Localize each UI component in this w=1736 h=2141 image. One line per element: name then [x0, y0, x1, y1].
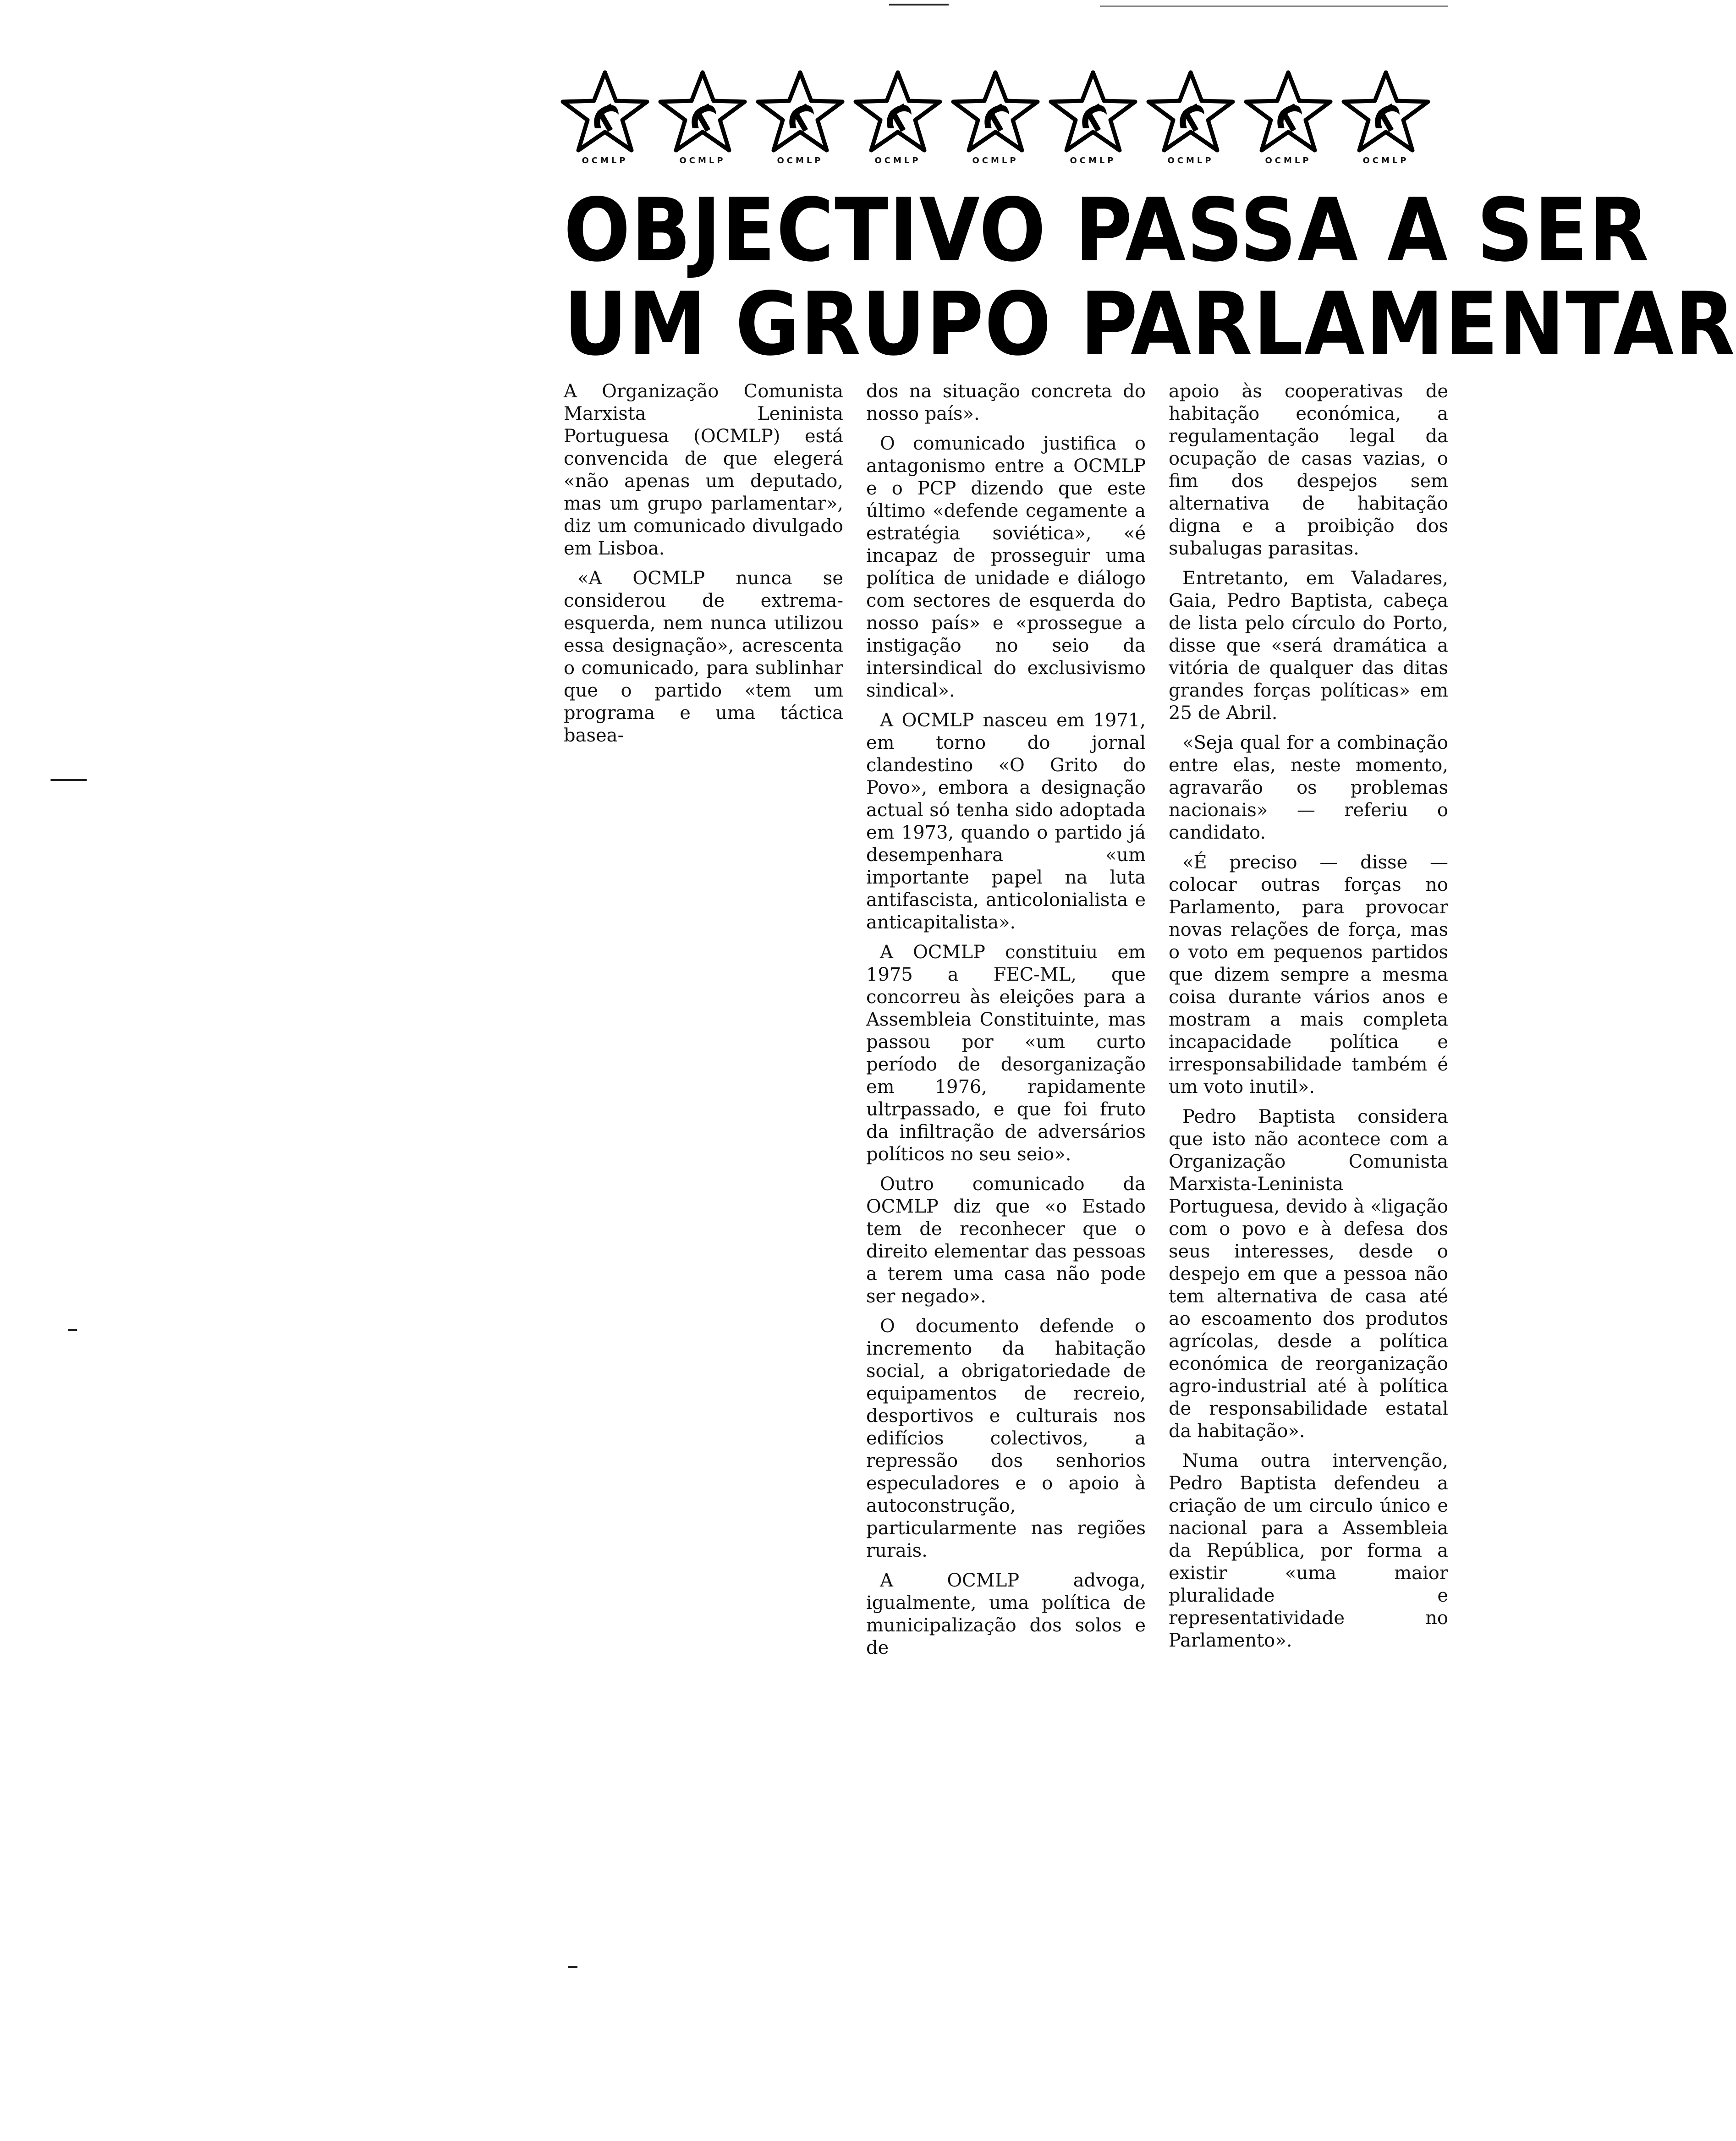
article-paragraph: A OCMLP nasceu em 1971, em torno do jornal clandestino «O Grito do Povo», embora a designação actual só tenha sido adoptada em 1973, quando o partido já desempenhara «um importante papel na luta antifascista, anticolonialista e anticapitalista».: [866, 710, 1146, 933]
logo-caption: OCMLP: [874, 156, 921, 165]
star-hammer-sickle-icon: [1242, 69, 1334, 154]
star-hammer-sickle-icon: [754, 69, 846, 154]
newspaper-clipping: [564, 69, 1736, 1658]
ocmlp-star-logo: [657, 69, 748, 170]
article-paragraph: A OCMLP constituiu em 1975 a FEC-ML, que concorreu às eleições para a Assembleia Constituinte, mas passou por «um curto período de desorganização em 1976, rapidamente ultrpassado, e que foi fruto da infiltração de adversários políticos no seu seio».: [866, 942, 1146, 1165]
article-paragraph: Pedro Baptista considera que isto não acontece com a Organização Comunista Marxista-Leninista Portuguesa, devido à «ligação com o povo e à defesa dos seus interesses, desde o despejo em que a pessoa não tem alternativa de casa até ao escoamento dos produtos agrícolas, desde a política económica de reorganização agro-industrial até à política de responsabilidade estatal da habitação».: [1169, 1106, 1448, 1442]
scan-mark-left-2: [68, 1329, 77, 1331]
star-hammer-sickle-icon: [559, 69, 651, 154]
column-3: [1169, 380, 1448, 1659]
logo-caption: OCMLP: [1265, 156, 1312, 165]
ocmlp-star-logo: [1047, 69, 1139, 170]
ocmlp-star-logo: [559, 69, 651, 170]
logo-caption: OCMLP: [1167, 156, 1214, 165]
column-2: [866, 380, 1146, 1667]
star-hammer-sickle-icon: [1145, 69, 1236, 154]
scan-mark-bottom: [568, 1966, 577, 1968]
logo-caption: OCMLP: [1070, 156, 1116, 165]
article-paragraph: A Organização Comunista Marxista Leninista Portuguesa (OCMLP) está convencida de que elegerá «não apenas um deputado, mas um grupo parlamentar», diz um comunicado divulgado em Lisboa.: [564, 381, 843, 559]
logo-caption: OCMLP: [679, 156, 726, 165]
star-hammer-sickle-icon: [1340, 69, 1432, 154]
article-paragraph: Entretanto, em Valadares, Gaia, Pedro Baptista, cabeça de lista pelo círculo do Porto, disse que «será dramática a vitória de qualquer das ditas grandes forças políticas» em 25 de Abril.: [1169, 568, 1448, 724]
scan-line-top: [889, 4, 949, 5]
scan-line-top-right: [1100, 5, 1448, 7]
ocmlp-star-logo: [1145, 69, 1236, 170]
article-paragraph: O documento defende o incremento da habitação social, a obrigatoriedade de equipamentos de recreio, desportivos e culturais nos edifícios colectivos, a repressão dos senhorios especuladores e o apoio à autoconstrução, particularmente nas regiões rurais.: [866, 1316, 1146, 1561]
column-1: [564, 380, 843, 754]
article-paragraph: «É preciso — disse — colocar outras forças no Parlamento, para provocar novas relações de força, mas o voto em pequenos partidos que dizem sempre a mesma coisa durante vários anos e mostram a mais completa incapacidade política e irresponsabilidade também é um voto inutil».: [1169, 852, 1448, 1098]
article-paragraph: dos na situação concreta do nosso país».: [866, 381, 1146, 424]
article-paragraph: Numa outra intervenção, Pedro Baptista defendeu a criação de um circulo único e nacional para a Assembleia da República, por forma a existir «uma maior pluralidade e representatividade no Parlamento».: [1169, 1450, 1448, 1651]
headline-line-2: UM GRUPO PARLAMENTAR: [564, 274, 1736, 375]
logo-caption: OCMLP: [972, 156, 1019, 165]
article-paragraph: «Seja qual for a combinação entre elas, neste momento, agravarão os problemas nacionais» — referiu o candidato.: [1169, 732, 1448, 843]
logo-strip: [564, 69, 1453, 170]
ocmlp-star-logo: [852, 69, 944, 170]
ocmlp-star-logo: [754, 69, 846, 170]
ocmlp-star-logo: [1242, 69, 1334, 170]
article-paragraph: Outro comunicado da OCMLP diz que «o Estado tem de reconhecer que o direito elementar das pessoas a terem uma casa não pode ser negado».: [866, 1174, 1146, 1307]
headline-line-1: OBJECTIVO PASSA A SER: [564, 180, 1650, 281]
article-paragraph: O comunicado justifica o antagonismo entre a OCMLP e o PCP dizendo que este último «defende cegamente a estratégia soviética», «é incapaz de prosseguir uma política de unidade e diálogo com sectores de esquerda do nosso país» e «prossegue a instigação no seio da intersindical do exclusivismo sindical».: [866, 433, 1146, 701]
ocmlp-star-logo: [950, 69, 1041, 170]
article-paragraph: apoio às cooperativas de habitação económica, a regulamentação legal da ocupação de casas vazias, o fim dos despejos sem alternativa de habitação digna e a proibição dos subalugas parasitas.: [1169, 381, 1448, 559]
star-hammer-sickle-icon: [950, 69, 1041, 154]
logo-caption: OCMLP: [777, 156, 824, 165]
scan-mark-left: [50, 779, 87, 781]
article-paragraph: «A OCMLP nunca se considerou de extrema-esquerda, nem nunca utilizou essa designação», acrescenta o comunicado, para sublinhar que o partido «tem um programa e uma táctica basea-: [564, 568, 843, 746]
star-hammer-sickle-icon: [657, 69, 748, 154]
article-paragraph: A OCMLP advoga, igualmente, uma política de municipalização dos solos e de: [866, 1570, 1146, 1658]
headline: [564, 180, 1736, 375]
ocmlp-star-logo: [1340, 69, 1432, 170]
logo-caption: OCMLP: [582, 156, 628, 165]
star-hammer-sickle-icon: [852, 69, 944, 154]
logo-caption: OCMLP: [1362, 156, 1409, 165]
star-hammer-sickle-icon: [1047, 69, 1139, 154]
article-body: [564, 380, 1453, 1658]
